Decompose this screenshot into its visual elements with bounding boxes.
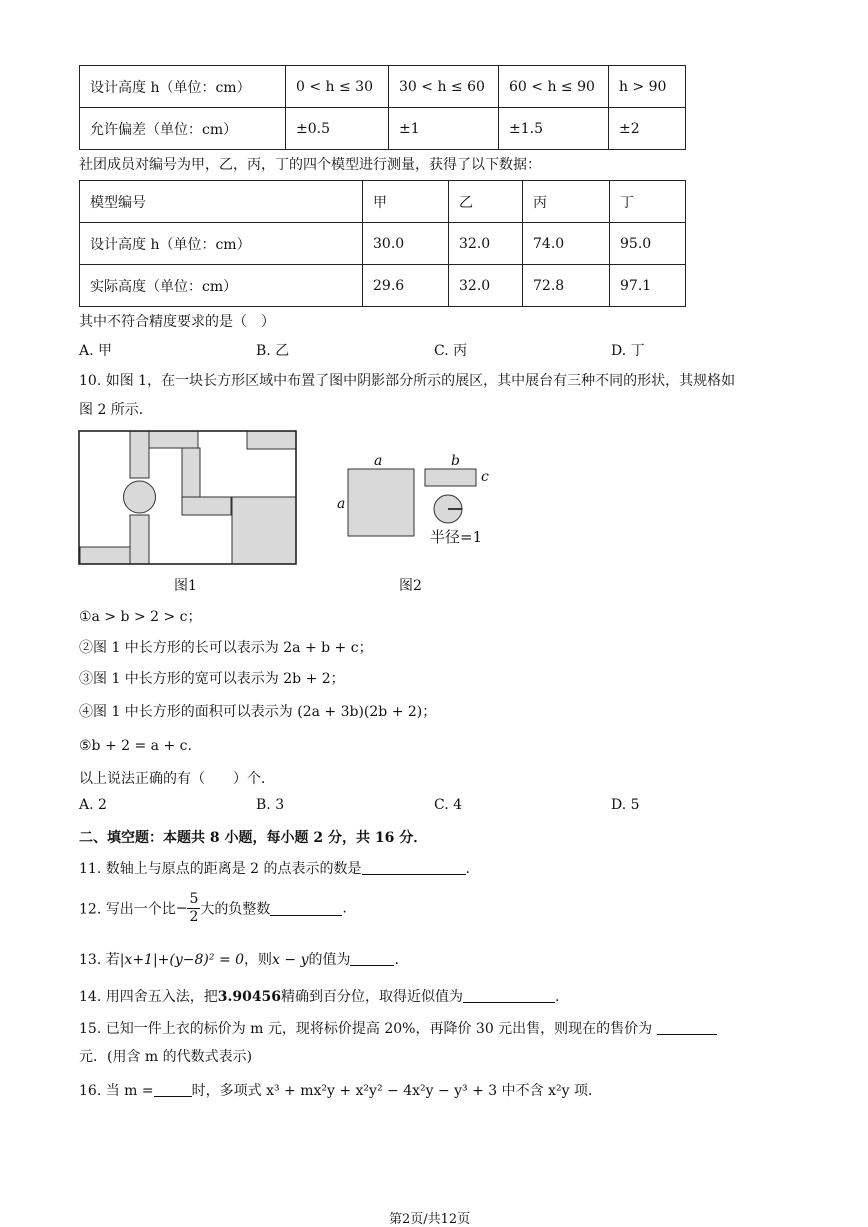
q12-text: 12. 写出一个比 — [79, 901, 176, 918]
q13-text: 13. 若 — [79, 952, 120, 968]
table2-cell: 74.0 — [523, 223, 610, 265]
q9-option-a: A. 甲 — [79, 343, 113, 359]
q10-line1: 10. 如图 1，在一块长方形区域中布置了图中阴影部分所示的展区，其中展台有三种不同的形状，其规格如 — [79, 373, 736, 389]
q10-ask: 以上说法正确的有（ ）个． — [79, 771, 275, 787]
table2-cell: 乙 — [449, 181, 523, 223]
q11-answer-blank[interactable] — [362, 860, 466, 875]
q14-number: 3.90456 — [217, 989, 282, 1005]
table1-cell: 60 < h ≤ 90 — [499, 66, 609, 108]
q12-end: . — [342, 900, 347, 917]
tolerance-table — [79, 65, 686, 150]
q13-after: 的值为 — [308, 952, 351, 968]
table2-cell: 设计高度 h（单位：cm） — [80, 223, 363, 265]
page-footer: 第2页/共12页 — [389, 1212, 471, 1227]
q13-answer-blank[interactable] — [350, 951, 394, 966]
q14 — [79, 986, 560, 1006]
q9-option-b: B. 乙 — [256, 343, 290, 359]
fraction-5-over-2 — [187, 891, 200, 926]
q9-option-d: D. 丁 — [611, 343, 645, 359]
fraction-numerator: 5 — [189, 891, 199, 907]
figure-1-caption: 图1 — [174, 578, 197, 594]
fig2-label-a-top: a — [374, 453, 383, 469]
fig2-radius-label: 半径=1 — [430, 528, 483, 546]
statement-5: ⑤b + 2 = a + c. — [79, 738, 192, 754]
q9-option-c: C. 丙 — [434, 343, 468, 359]
q16 — [79, 1080, 602, 1100]
q11-text: 11. 数轴上与原点的距离是 2 的点表示的数是 — [79, 861, 362, 877]
table2-cell: 72.8 — [523, 265, 610, 307]
statement-4: ④图 1 中长方形的面积可以表示为 (2a + 3b)(2b + 2)； — [79, 704, 437, 720]
table2-cell: 实际高度（单位：cm） — [80, 265, 363, 307]
table2-cell: 丁 — [610, 181, 686, 223]
table2-cell: 30.0 — [363, 223, 449, 265]
q16-middle: 时，多项式 x³ + mx²y + x²y² − 4x²y − y³ + 3 中不含 x²y 项． — [191, 1083, 602, 1099]
q9-stem: 其中不符合精度要求的是（ ） — [79, 314, 275, 330]
measurement-table — [79, 180, 686, 307]
q12-middle: 大的负整数 — [200, 901, 271, 918]
table1-cell: 30 < h ≤ 60 — [389, 66, 499, 108]
table2-cell: 丙 — [523, 181, 610, 223]
q14-end: . — [555, 989, 560, 1005]
section-2-heading: 二、填空题：本题共 8 小题，每小题 2 分，共 16 分． — [79, 830, 428, 846]
q12 — [79, 891, 347, 926]
table2-cell: 32.0 — [449, 265, 523, 307]
table2-cell: 29.6 — [363, 265, 449, 307]
q10-option-b: B. 3 — [256, 797, 285, 813]
table1-cell: 设计高度 h（单位：cm） — [80, 66, 286, 108]
q15-line1 — [79, 1018, 717, 1038]
minus-sign: − — [175, 900, 188, 917]
q13-middle: ，则 — [244, 952, 273, 968]
table1-cell: ±1.5 — [499, 108, 609, 150]
q10-option-a: A. 2 — [79, 797, 107, 813]
fig2-label-b: b — [451, 453, 460, 469]
table1-cell: 允许偏差（单位：cm） — [80, 108, 286, 150]
q14-answer-blank[interactable] — [463, 988, 555, 1003]
q11-end: . — [465, 861, 470, 877]
q13-expression: |x+1|+(y−8)² = 0 — [119, 952, 245, 968]
table2-cell: 95.0 — [610, 223, 686, 265]
q10-option-c: C. 4 — [434, 797, 463, 813]
figure-2-caption: 图2 — [399, 578, 422, 594]
q15-answer-blank[interactable] — [657, 1020, 717, 1035]
statement-2: ②图 1 中长方形的长可以表示为 2a + b + c； — [79, 640, 373, 656]
q13 — [79, 949, 399, 969]
q11 — [79, 858, 470, 878]
table2-cell: 32.0 — [449, 223, 523, 265]
q10-line2: 图 2 所示． — [79, 402, 153, 418]
q13-expression-2: x − y — [272, 952, 309, 968]
table1-cell: ±0.5 — [286, 108, 389, 150]
statement-1: ①a > b > 2 > c； — [79, 609, 202, 625]
statement-3: ③图 1 中长方形的宽可以表示为 2b + 2； — [79, 671, 345, 687]
q14-text: 14. 用四舍五入法，把 — [79, 989, 218, 1005]
q15-line2: 元．(用含 m 的代数式表示) — [79, 1049, 253, 1065]
figure-1 — [78, 430, 300, 568]
q10-option-d: D. 5 — [611, 797, 640, 813]
fraction-denominator: 2 — [189, 909, 199, 925]
fig2-label-a-left: a — [337, 496, 346, 512]
table1-cell: ±2 — [609, 108, 686, 150]
table1-cell: 0 < h ≤ 30 — [286, 66, 389, 108]
table2-cell: 甲 — [363, 181, 449, 223]
fig2-label-c: c — [481, 469, 489, 485]
members-text: 社团成员对编号为甲，乙，丙，丁的四个模型进行测量，获得了以下数据： — [79, 157, 541, 173]
table1-cell: h > 90 — [609, 66, 686, 108]
table1-cell: ±1 — [389, 108, 499, 150]
q15-text: 15. 已知一件上衣的标价为 m 元，现将标价提高 20%，再降价 30 元出售，则现在的售价为 — [79, 1021, 653, 1037]
q16-text: 16. 当 m = — [79, 1083, 154, 1099]
q13-end: . — [394, 952, 399, 968]
q12-answer-blank[interactable] — [270, 901, 342, 916]
table2-cell: 97.1 — [610, 265, 686, 307]
q16-answer-blank[interactable] — [154, 1082, 192, 1097]
table2-cell: 模型编号 — [80, 181, 363, 223]
q14-middle: 精确到百分位，取得近似值为 — [281, 989, 464, 1005]
